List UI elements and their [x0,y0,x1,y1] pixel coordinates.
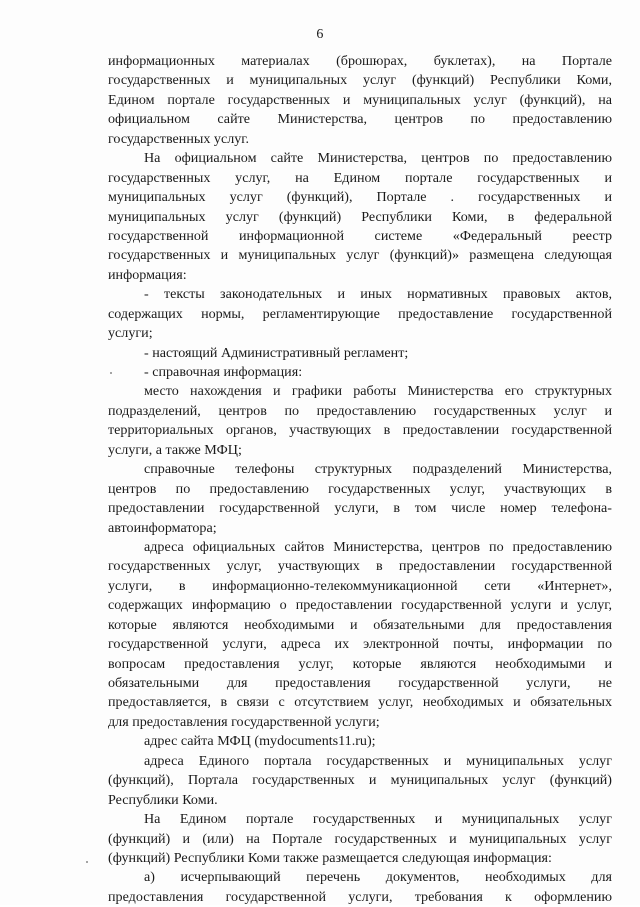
text-line: вопросам предоставления услуг, которые являются необходимыми и [108,655,612,672]
text-line: справочные телефоны структурных подразделений Министерства, [144,461,612,478]
text-line: содержащих информацию о предоставлении государственной услуги и услуг, [108,597,612,614]
text-line: предоставляется, в связи с отсутствием услуг, необходимых и обязательных [108,694,612,711]
text-line: государственных услуг, на Едином портале государственных и [108,169,612,186]
scan-speck [110,372,112,374]
text-line: Республики Коми. [108,791,218,808]
text-line: для предоставления государственной услуги; [108,713,380,730]
text-line: информационных материалах (брошюрах, буклетах), на Портале [108,53,612,69]
text-line: государственной информационной системе «Федеральный реестр [108,227,612,244]
text-line: государственных услуг. [108,130,249,147]
text-line: (функций), Портала государственных и муниципальных услуг (функций) [108,772,612,789]
text-line: адреса официальных сайтов Министерства, центров по предоставлению [144,538,612,555]
text-line: обязательными для предоставления государственной услуги, не [108,675,612,691]
text-line: - настоящий Административный регламент; [144,344,409,361]
text-line: (функций) и (или) на Портале государственных и муниципальных услуг [108,830,612,847]
text-line: муниципальных услуг (функций), Портале . государственных и [108,189,612,206]
text-line: информация: [108,266,187,283]
text-line: подразделений, центров по предоставлению государственных услуг и [108,402,612,419]
text-line: содержащих нормы, регламентирующие предоставление государственной [108,305,612,322]
text-line: которые являются необходимыми и обязательными для предоставления [108,616,612,633]
text-line: предоставлении государственной услуги, в том числе номер телефона- [108,500,612,517]
text-line: территориальных органов, участвующих в предоставлении государственной [108,422,612,439]
text-line: государственных и муниципальных услуг (функций)» размещена следующая [108,247,612,264]
text-line: - справочная информация: [144,364,303,380]
text-line: муниципальных услуг (функций) Республики Коми, в федеральной [108,208,612,225]
scan-speck [86,861,88,863]
text-line: На Едином портале государственных и муниципальных услуг [144,811,612,828]
text-line: адреса Единого портала государственных и муниципальных услуг [144,752,612,769]
text-line: автоинформатора; [108,519,217,536]
text-line: - тексты законодательных и иных нормативных правовых актов, [144,286,612,303]
text-line: государственной услуги, адреса их электронной почты, информации по [108,636,612,653]
text-line: услуги; [108,325,153,342]
text-line: Едином портале государственных и муниципальных услуг (функций), на [108,91,612,108]
text-line: На официальном сайте Министерства, центров по предоставлению [144,150,612,167]
page-number: 6 [316,27,324,42]
text-line: предоставления государственной услуги, требования к оформлению [108,888,612,905]
text-line: государственных и муниципальных услуг (функций) Республики Коми, [108,72,612,89]
text-line: центров по предоставлению государственных услуг, участвующих в [108,480,612,497]
text-line: адрес сайта МФЦ (mydocuments11.ru); [144,733,376,750]
text-line: государственных услуг, участвующих в предоставлении государственной [108,558,612,575]
text-line: (функций) Республики Коми также размещается следующая информация: [108,849,552,866]
body-text [108,52,612,907]
text-line: официальном сайте Министерства, центров по предоставлению [108,111,612,128]
text-line: место нахождения и графики работы Министерства его структурных [144,383,612,400]
text-line: а) исчерпывающий перечень документов, необходимых для [144,869,612,886]
text-line: услуги, в информационно-телекоммуникационной сети «Интернет», [108,577,612,594]
text-line: услуги, а также МФЦ; [108,441,242,458]
